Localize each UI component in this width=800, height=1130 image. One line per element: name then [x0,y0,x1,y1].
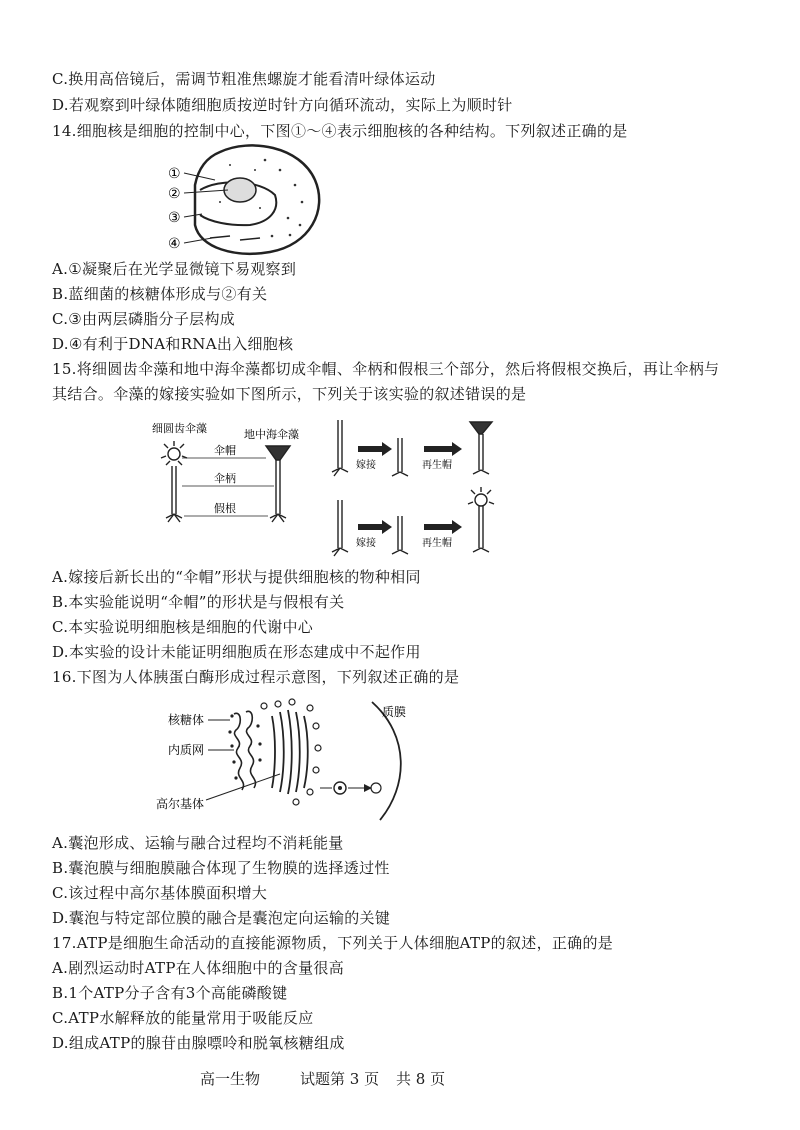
q16-option-d: D.囊泡与特定部位膜的融合是囊泡定向运输的关键 [52,909,391,927]
q17-option-c: C.ATP水解释放的能量常用于吸能反应 [52,1009,314,1027]
label-species-left: 细圆齿伞藻 [152,422,207,435]
q13-option-c: C.换用高倍镜后，需调节粗准焦螺旋才能看清叶绿体运动 [52,70,436,88]
label-part-stalk: 伞柄 [214,472,236,485]
label-ribosome: 核糖体 [168,713,205,727]
label-membrane: 质膜 [382,705,407,719]
label-er: 内质网 [168,743,205,757]
label-species-right: 地中海伞藻 [244,428,299,441]
q14-option-a: A.①凝聚后在光学显微镜下易观察到 [52,260,297,278]
label-regen-top: 再生帽 [422,460,452,471]
q14-option-c: C.③由两层磷脂分子层构成 [52,310,236,328]
label-regen-bottom: 再生帽 [422,538,452,549]
q17-stem: 17.ATP是细胞生命活动的直接能源物质，下列关于人体细胞ATP的叙述，正确的是 [52,934,614,952]
nucleus-label-4: ④ [168,236,181,252]
label-part-cap: 伞帽 [214,444,236,457]
nucleus-label-3: ③ [168,210,181,226]
q15-option-d: D.本实验的设计未能证明细胞质在形态建成中不起作用 [52,643,421,661]
q15-option-a: A.嫁接后新长出的“伞帽”形状与提供细胞核的物种相同 [52,568,421,586]
q16-stem: 16.下图为人体胰蛋白酶形成过程示意图，下列叙述正确的是 [52,668,460,686]
label-graft-top: 嫁接 [356,460,376,471]
nucleus-label-2: ② [168,186,181,202]
nucleus-diagram [160,140,330,258]
label-part-rhizoid: 假根 [214,502,236,515]
footer-subject: 高一生物 [200,1070,261,1088]
q14-stem: 14.细胞核是细胞的控制中心，下图①～④表示细胞核的各种结构。下列叙述正确的是 [52,122,628,140]
q14-option-b: B.蓝细菌的核糖体形成与②有关 [52,285,268,303]
q15-option-c: C.本实验说明细胞核是细胞的代谢中心 [52,618,314,636]
q14-option-d: D.④有利于DNA和RNA出入细胞核 [52,335,294,353]
trypsin-secretion-diagram [150,696,440,824]
label-golgi: 高尔基体 [156,797,205,811]
label-graft-bottom: 嫁接 [356,538,376,549]
q16-option-c: C.该过程中高尔基体膜面积增大 [52,884,268,902]
q15-stem-line1: 15.将细圆齿伞藻和地中海伞藻都切成伞帽、伞柄和假根三个部分，然后将假根交换后，再让伞柄与 [52,360,720,378]
q15-stem-line2: 其结合。伞藻的嫁接实验如下图所示，下列关于该实验的叙述错误的是 [52,385,527,403]
nucleus-label-1: ① [168,166,181,182]
footer-total-pages: 共 8 页 [396,1070,446,1088]
q16-option-a: A.囊泡形成、运输与融合过程均不消耗能量 [52,834,344,852]
q17-option-d: D.组成ATP的腺苷由腺嘌呤和脱氧核糖组成 [52,1034,345,1052]
q15-option-b: B.本实验能说明“伞帽”的形状是与假根有关 [52,593,345,611]
q13-option-d: D.若观察到叶绿体随细胞质按逆时针方向循环流动，实际上为顺时针 [52,96,513,114]
q17-option-a: A.剧烈运动时ATP在人体细胞中的含量很高 [52,959,345,977]
q16-option-b: B.囊泡膜与细胞膜融合体现了生物膜的选择透过性 [52,859,390,877]
acetabularia-graft-diagram [148,418,508,558]
q17-option-b: B.1个ATP分子含有3个高能磷酸键 [52,984,288,1002]
footer-page-number: 试题第 3 页 [300,1070,380,1088]
